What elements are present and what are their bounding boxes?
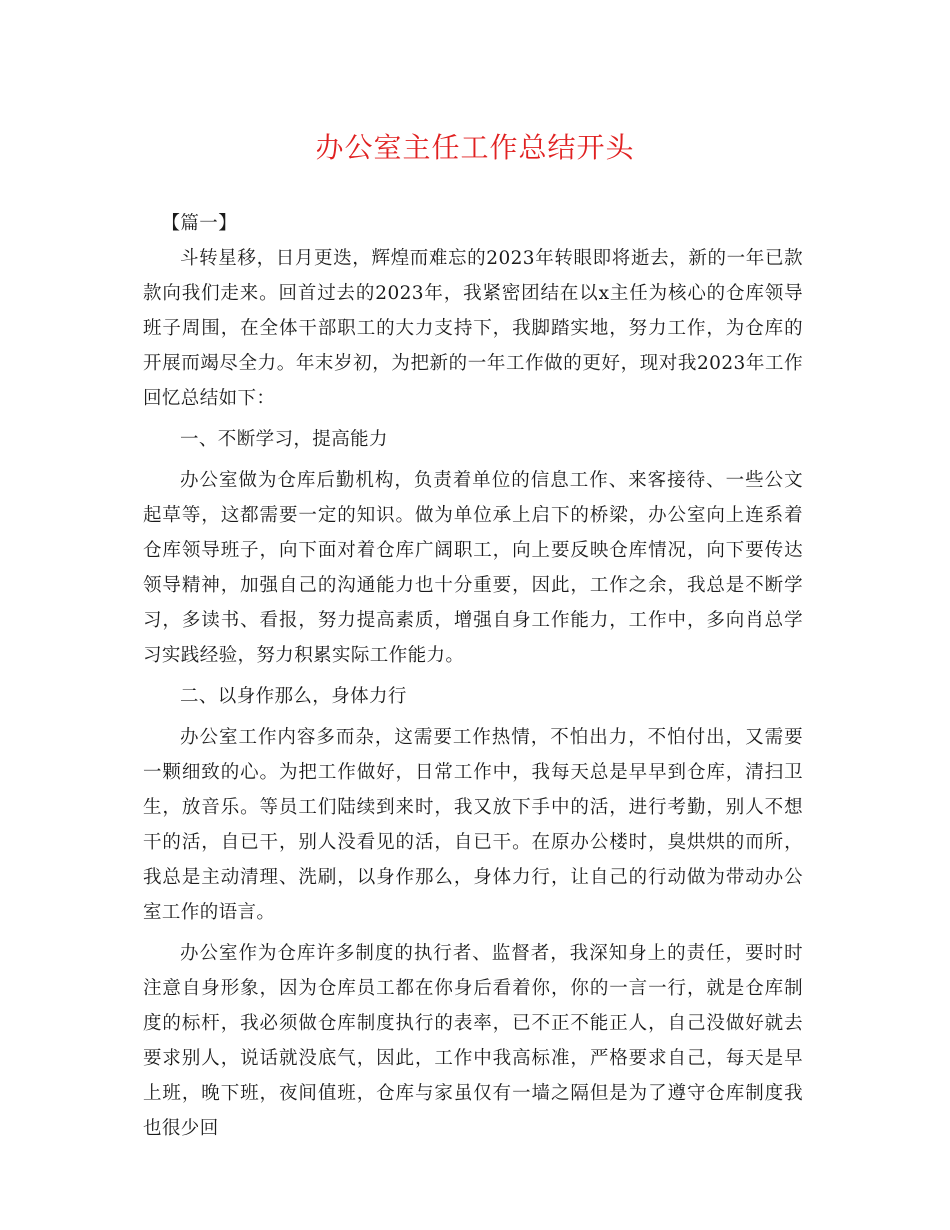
heading-learning: 一、不断学习，提高能力 bbox=[180, 429, 388, 450]
paragraph-daily-work: 办公室工作内容多而杂，这需要工作热情，不怕出力，不怕付出，又需要一颗细致的心。为把工作做好，日常工作中，我每天总是早早到仓库，清扫卫生，放音乐。等员工们陆续到来时，我又放下手中的活，进行考勤，别人不想干的活，自已干，别人没看见的活，自已干。在原办公楼时，臭烘烘的而所，我总是主动清理、洗刷，以身作那么，身体力行，让自己的行动做为带动办公室工作的语言。 bbox=[143, 727, 803, 923]
document-title: 办公室主任工作总结开头 bbox=[315, 131, 635, 164]
heading-leading-by-example: 二、以身作那么，身体力行 bbox=[180, 686, 407, 707]
paragraph-intro: 斗转星移，日月更迭，辉煌而难忘的2023年转眼即将逝去，新的一年已款款向我们走来。回首过去的2023年，我紧密团结在以x主任为核心的仓库领导班子周围，在全体干部职工的大力支持下，我脚踏实地，努力工作，为仓库的开展而竭尽全力。年末岁初，为把新的一年工作做的更好，现对我2023年工作回忆总结如下： bbox=[143, 248, 803, 409]
paragraph-learning: 办公室做为仓库后勤机构，负责着单位的信息工作、来客接待、一些公文起草等，这都需要一定的知识。做为单位承上启下的桥梁，办公室向上连系着仓库领导班子，向下面对着仓库广阔职工，向上要反映仓库情况，向下要传达领导精神，加强自己的沟通能力也十分重要，因此，工作之余，我总是不断学习，多读书、看报，努力提高素质，增强自身工作能力，工作中，多向肖总学习实践经验，努力积累实际工作能力。 bbox=[143, 470, 803, 666]
paragraph-responsibility: 办公室作为仓库许多制度的执行者、监督者，我深知身上的责任，要时时注意自身形象，因为仓库员工都在你身后看着你，你的一言一行，就是仓库制度的标杆，我必须做仓库制度执行的表率，已不正不能正人，自己没做好就去要求别人，说话就没底气，因此，工作中我高标准，严格要求自己，每天是早上班，晚下班，夜间值班，仓库与家虽仅有一墙之隔但是为了遵守仓库制度我也很少回 bbox=[143, 943, 803, 1139]
document-body bbox=[143, 206, 803, 1146]
section-tag: 【篇一】 bbox=[161, 213, 238, 234]
